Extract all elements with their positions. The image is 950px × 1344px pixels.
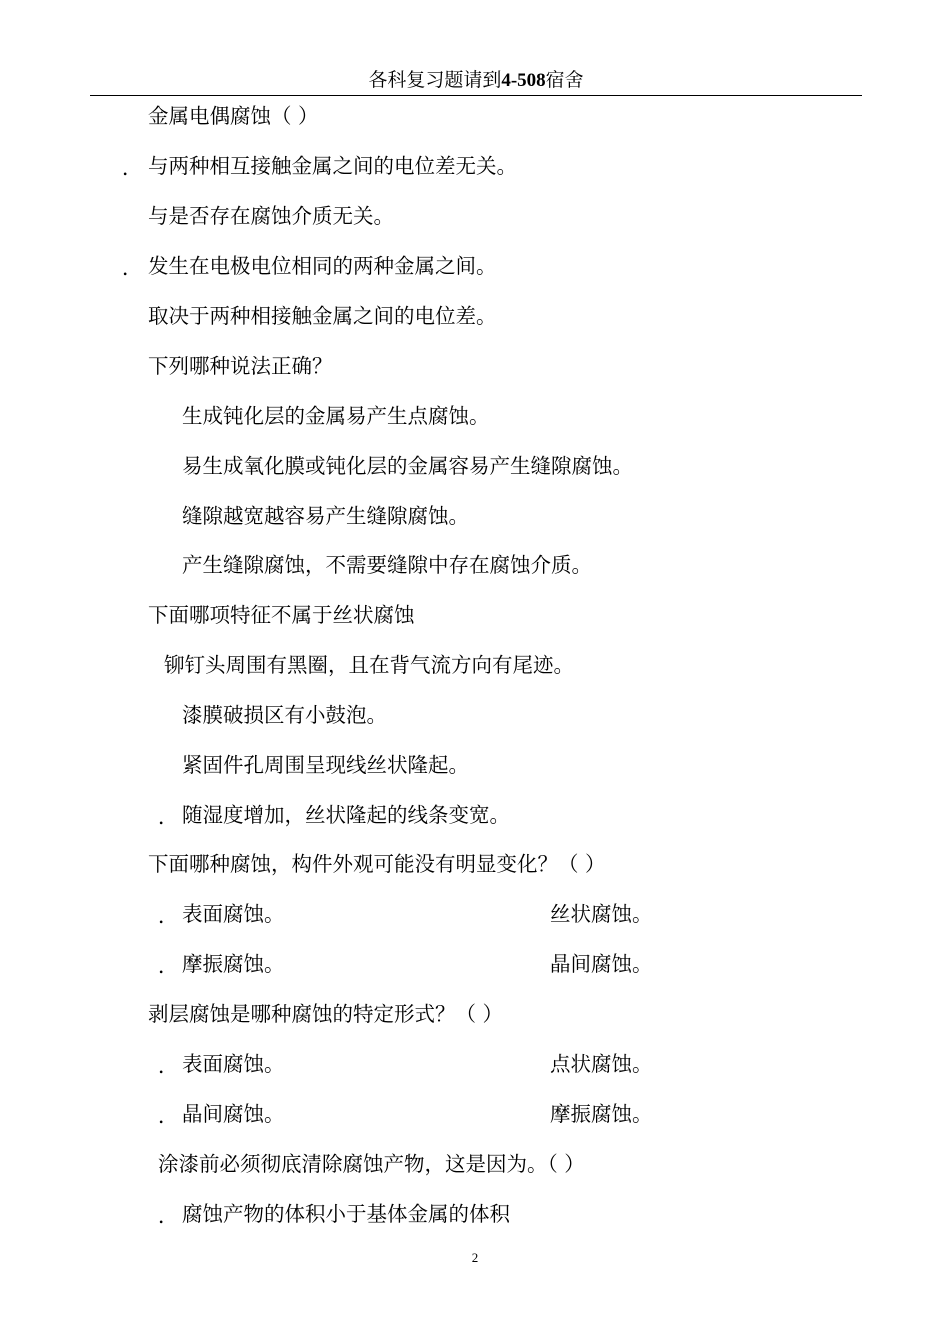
list-bullet: ． xyxy=(158,904,179,928)
list-bullet: ． xyxy=(158,1104,179,1128)
list-bullet: ． xyxy=(158,1054,179,1078)
option-line: 与两种相互接触金属之间的电位差无关。 xyxy=(148,154,517,178)
option-line: 生成钝化层的金属易产生点腐蚀。 xyxy=(182,404,490,428)
option-line: 表面腐蚀。 xyxy=(182,902,285,926)
option-line-right: 摩振腐蚀。 xyxy=(550,1102,653,1126)
option-line: 易生成氧化膜或钝化层的金属容易产生缝隙腐蚀。 xyxy=(182,454,633,478)
question-line: 下列哪种说法正确？ xyxy=(148,354,333,378)
option-line: 铆钉头周围有黑圈，且在背气流方向有尾迹。 xyxy=(164,653,574,677)
list-bullet: ． xyxy=(158,954,179,978)
question-line: 下面哪种腐蚀，构件外观可能没有明显变化？（ ） xyxy=(148,852,606,876)
option-line-right: 丝状腐蚀。 xyxy=(550,902,653,926)
option-line: 产生缝隙腐蚀，不需要缝隙中存在腐蚀介质。 xyxy=(182,553,592,577)
header-room-number: 4-508 xyxy=(501,70,546,91)
question-line: 金属电偶腐蚀（ ） xyxy=(148,104,319,128)
list-bullet: ． xyxy=(158,805,179,829)
header-rule xyxy=(90,95,862,96)
list-bullet: ． xyxy=(122,256,143,280)
option-line: 随湿度增加，丝状隆起的线条变宽。 xyxy=(182,803,510,827)
option-line: 表面腐蚀。 xyxy=(182,1052,285,1076)
header-text-suffix: 宿舍 xyxy=(545,69,584,91)
list-bullet: ． xyxy=(158,1204,179,1228)
page-number: 2 xyxy=(471,1250,479,1265)
question-line: 下面哪项特征不属于丝状腐蚀 xyxy=(148,603,415,627)
list-bullet: ． xyxy=(122,156,143,180)
question-line: 涂漆前必须彻底清除腐蚀产物，这是因为。（ ） xyxy=(158,1152,585,1176)
option-line-right: 点状腐蚀。 xyxy=(550,1052,653,1076)
question-line: 剥层腐蚀是哪种腐蚀的特定形式？（ ） xyxy=(148,1002,504,1026)
option-line: 腐蚀产物的体积小于基体金属的体积 xyxy=(182,1202,510,1226)
page-header xyxy=(90,68,862,93)
option-line: 漆膜破损区有小鼓泡。 xyxy=(182,703,387,727)
option-line: 缝隙越宽越容易产生缝隙腐蚀。 xyxy=(182,504,469,528)
option-line: 晶间腐蚀。 xyxy=(182,1102,285,1126)
header-text: 各科复习题请到 xyxy=(368,69,502,91)
option-line: 取决于两种相接触金属之间的电位差。 xyxy=(148,304,497,328)
option-line: 与是否存在腐蚀介质无关。 xyxy=(148,204,394,228)
option-line: 摩振腐蚀。 xyxy=(182,952,285,976)
option-line-right: 晶间腐蚀。 xyxy=(550,952,653,976)
option-line: 紧固件孔周围呈现线丝状隆起。 xyxy=(182,753,469,777)
option-line: 发生在电极电位相同的两种金属之间。 xyxy=(148,254,497,278)
